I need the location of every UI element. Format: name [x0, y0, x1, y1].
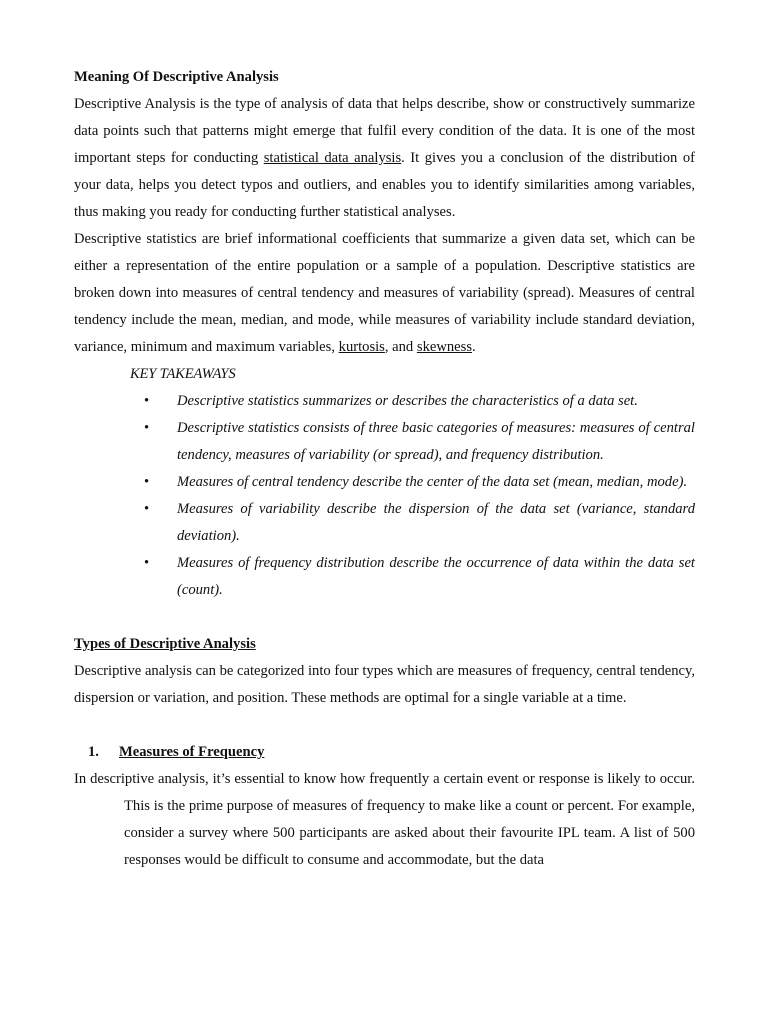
paragraph-types-intro: Descriptive analysis can be categorized into four types which are measures of frequency, central tendency, dispersion or variation, and position. These methods are optimal for a single variable at a time. — [74, 663, 695, 706]
spacer — [74, 712, 695, 739]
paragraph-text: . It gives you a conclusion of the distribution of your data, helps you detect typos and outliers, and enables you to identify similarities among variables, thus making you ready for conducting further statistical analyses. — [74, 150, 695, 220]
document-page — [74, 64, 695, 874]
paragraph-meaning-intro — [74, 91, 695, 226]
link-kurtosis[interactable]: kurtosis — [338, 339, 385, 355]
list-item-text: Measures of variability describe the dispersion of the data set (variance, standard deviation). — [177, 501, 695, 544]
list-item — [74, 550, 695, 604]
list-item — [74, 415, 695, 469]
list-item — [74, 496, 695, 550]
section-heading-meaning: Meaning Of Descriptive Analysis — [74, 69, 279, 85]
section-heading-measures-of-frequency — [74, 739, 695, 766]
link-statistical-data-analysis[interactable]: statistical data analysis — [263, 150, 402, 166]
bullet-icon: • — [144, 474, 150, 490]
paragraph-descriptive-statistics — [74, 226, 695, 361]
paragraph-text: , and — [384, 339, 417, 355]
spacer — [74, 604, 695, 631]
list-item — [74, 469, 695, 496]
link-skewness[interactable]: skewness — [416, 339, 473, 355]
section-heading-types: Types of Descriptive Analysis — [74, 636, 256, 652]
paragraph-measures-of-frequency: In descriptive analysis, it’s essential to know how frequently a certain event or response is likely to occur. This is the prime purpose of measures of frequency to make like a count or percent. For example, consider a survey where 500 participants are asked about their favourite IPL team. A list of 500 responses would be difficult to consume and accommodate, but the data — [74, 771, 695, 868]
key-takeaways-list — [74, 388, 695, 604]
paragraph-text: . — [472, 339, 476, 355]
bullet-icon: • — [144, 393, 150, 409]
bullet-icon: • — [144, 420, 150, 436]
list-item-text: Descriptive statistics consists of three basic categories of measures: measures of central tendency, measures of variability (or spread), and frequency distribution. — [177, 420, 695, 463]
list-item-text: Measures of frequency distribution describe the occurrence of data within the data set (count). — [177, 555, 695, 598]
paragraph-text: Descriptive statistics are brief informational coefficients that summarize a given data set, which can be either a representation of the entire population or a sample of a population. Descriptive statistics are broken down into measures of central tendency and measures of variability (spread). Measures of central tendency include the mean, median, and mode, while measures of variability include standard deviation, variance, minimum and maximum variables, — [74, 231, 695, 355]
bullet-icon: • — [144, 501, 150, 517]
key-takeaways-title: KEY TAKEAWAYS — [130, 366, 236, 382]
heading-number: 1. — [88, 744, 99, 760]
list-item-text: Descriptive statistics summarizes or describes the characteristics of a data set. — [177, 393, 638, 409]
list-item-text: Measures of central tendency describe the center of the data set (mean, median, mode). — [177, 474, 688, 490]
bullet-icon: • — [144, 555, 150, 571]
paragraph-text: Descriptive Analysis is the type of analysis of data that helps describe, show or constructively summarize data points such that patterns might emerge that fulfil every condition of the data. It is one of the most important steps for conducting — [74, 96, 695, 166]
heading-title: Measures of Frequency — [119, 744, 265, 760]
list-item — [74, 388, 695, 415]
